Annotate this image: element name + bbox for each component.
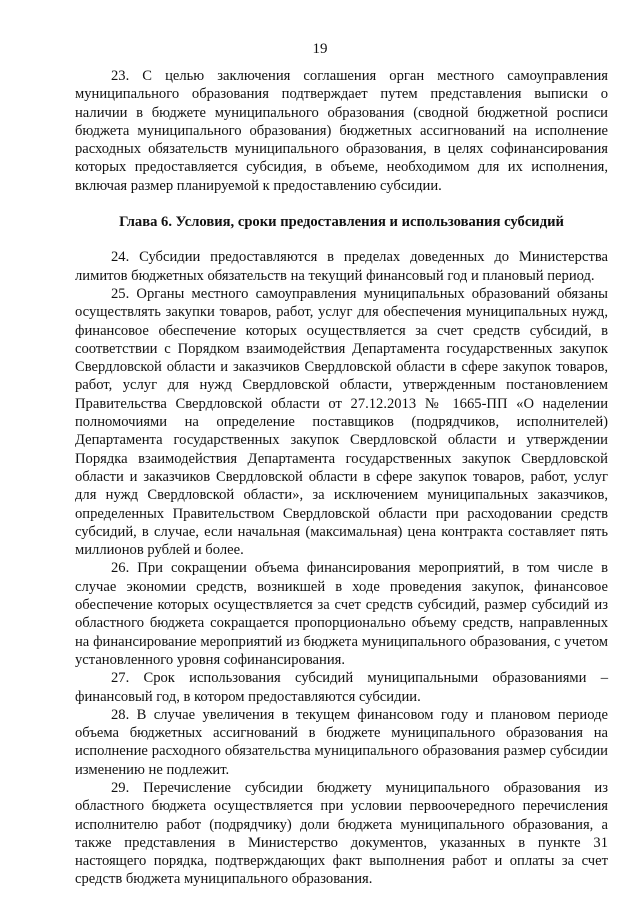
paragraph-28: 28. В случае увеличения в текущем финансовом году и плановом периоде объема бюджетных ассигнований в бюджете муниципального образования на исполнение расходного обязательства муниципального образования размер субсидии изменению не подлежит. [75, 706, 608, 778]
page-number: 19 [312, 41, 328, 57]
chapter-heading: Глава 6. Условия, сроки предоставления и использования субсидий [119, 214, 564, 231]
paragraph-23: 23. С целью заключения соглашения орган местного самоуправления муниципального образования подтверждает путем представления выписки о наличии в бюджете муниципального образования (сводной бюджетной росписи бюджета муниципального образования) бюджетных ассигнований на исполнение расходных обязательств муниципального образования, в целях софинансирования которых предоставляется субсидия, в объеме, необходимом для их исполнения, включая размер планируемой к предоставлению субсидии. [75, 68, 608, 194]
paragraph-24: 24. Субсидии предоставляются в пределах доведенных до Министерства лимитов бюджетных обязательств на текущий финансовый год и плановый период. [75, 249, 608, 284]
paragraph-27: 27. Срок использования субсидий муниципальными образованиями – финансовый год, в котором предоставляются субсидии. [75, 670, 608, 705]
paragraph-26: 26. При сокращении объема финансирования мероприятий, в том числе в случае экономии средств, возникшей в ходе проведения закупок, финансовое обеспечение которых осуществляется за счет средств субсидий, размер субсидий из областного бюджета сокращается пропорционально объему средств, направленных на финансирование мероприятий из бюджета муниципального образования, с учетом установленного уровня софинансирования. [75, 560, 608, 668]
document-body [75, 67, 608, 889]
paragraph-25: 25. Органы местного самоуправления муниципальных образований обязаны осуществлять закупки товаров, работ, услуг для обеспечения муниципальных нужд, финансовое обеспечение которых осуществляется за счет средств субсидий, в соответствии с Порядком взаимодействия Департамента государственных закупок Свердловской области и заказчиков Свердловской области в сфере закупок товаров, работ, услуг для нужд Свердловской области, утвержденным постановлением Правительства Свердловской области от 27.12.2013 № 1665-ПП «О наделении полномочиями на определение поставщиков (подрядчиков, исполнителей) Департамента государственных закупок Свердловской области и утверждении Порядка взаимодействия Департамента государственных закупок Свердловской области и заказчиков Свердловской области в сфере закупок товаров, работ, услуг для нужд Свердловской области», за исключением муниципальных заказчиков, определенных Правительством Свердловской области при расходовании средств субсидий, в случае, если начальная (максимальная) цена контракта составляет пять миллионов рублей и более. [75, 285, 608, 559]
paragraph-29: 29. Перечисление субсидии бюджету муниципального образования из областного бюджета осуществляется при условии первоочередного перечисления исполнителю работ (подрядчику) доли бюджета муниципального образования, а также представления в Министерство документов, указанных в пункте 31 настоящего порядка, подтверждающих факт выполнения работ и оплаты за счет средств бюджета муниципального образования. [75, 779, 608, 888]
